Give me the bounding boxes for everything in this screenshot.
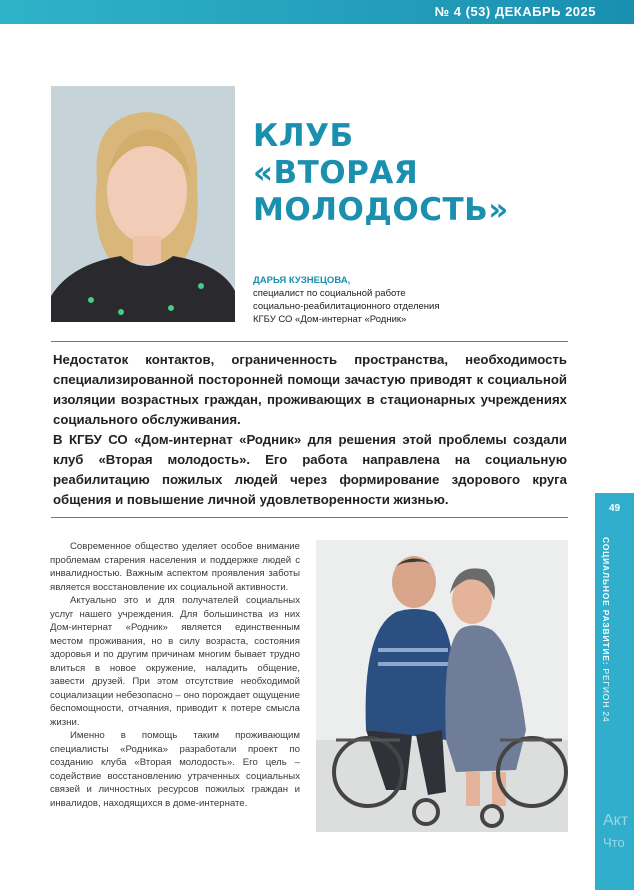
author-department: социально-реабилитационного отделения xyxy=(253,301,440,312)
title-line: КЛУБ xyxy=(253,118,354,154)
activation-watermark xyxy=(603,810,628,854)
lead-paragraphs xyxy=(53,350,567,510)
watermark-line: Что xyxy=(603,835,625,850)
lead-bottom-divider xyxy=(51,517,568,518)
body-paragraph: Актуально это и для получателей социальных услуг нашего учреждения. Для большинства из них Дом-интернат «Родник» является единственным местом проживания, но в силу возраста, состояния здоровья и по другим причинам многим бывает трудно влиться в новое окружение, наладить общение, завести друзей. При этом отсутствие необходимой социализации небезопасно – оно порождает ощущение беспомощности, отчаяния, приводит к потере смысла жизни. xyxy=(50,595,300,728)
lead-paragraph: Недостаток контактов, ограниченность пространства, необходимость специализированной посторонней помощи зачастую приводят к социальной изоляции возрастных граждан, проживающих в стационарных учреждениях социального обслуживания. xyxy=(53,352,567,427)
issue-label: № 4 (53) ДЕКАБРЬ 2025 xyxy=(434,4,596,19)
section-title xyxy=(601,537,611,722)
body-paragraph: Именно в помощь таким проживающим специалисты «Родника» разработали проект по созданию клуба «Вторая молодость». Его цель – содействие восстановлению утраченных социальных связей и личностных ресурсов пожилых граждан и инвалидов, находящихся в доме-интернате. xyxy=(50,730,300,809)
author-byline xyxy=(253,274,439,326)
article-title xyxy=(253,118,509,229)
author-name: ДАРЬЯ КУЗНЕЦОВА, xyxy=(253,275,351,286)
section-title-bold: СОЦИАЛЬНОЕ РАЗВИТИЕ: xyxy=(601,537,611,666)
author-portrait-photo xyxy=(51,86,235,322)
section-title-rest: РЕГИОН 24 xyxy=(601,665,611,723)
lead-paragraph: В КГБУ СО «Дом-интернат «Родник» для решения этой проблемы создали клуб «Вторая молодость». Его работа направлена на социальную реабилитацию пожилых людей через формирование здорового круга общения и повышение личной удовлетворенности жизнью. xyxy=(53,432,567,507)
page-number: 49 xyxy=(608,503,621,514)
author-position: специалист по социальной работе xyxy=(253,288,406,299)
club-members-photo xyxy=(316,540,568,832)
author-organization: КГБУ СО «Дом-интернат «Родник» xyxy=(253,314,407,325)
title-line: «ВТОРАЯ xyxy=(253,155,419,191)
header-bar xyxy=(0,0,634,24)
title-line: МОЛОДОСТЬ» xyxy=(253,192,509,228)
article-body xyxy=(50,540,300,810)
lead-top-divider xyxy=(51,341,568,342)
body-paragraph: Современное общество уделяет особое внимание проблемам старения населения и поддержке людей с инвалидностью. Важным аспектом проявления заботы является восстановление их социальной активности. xyxy=(50,541,300,593)
watermark-line: Акт xyxy=(603,812,629,829)
